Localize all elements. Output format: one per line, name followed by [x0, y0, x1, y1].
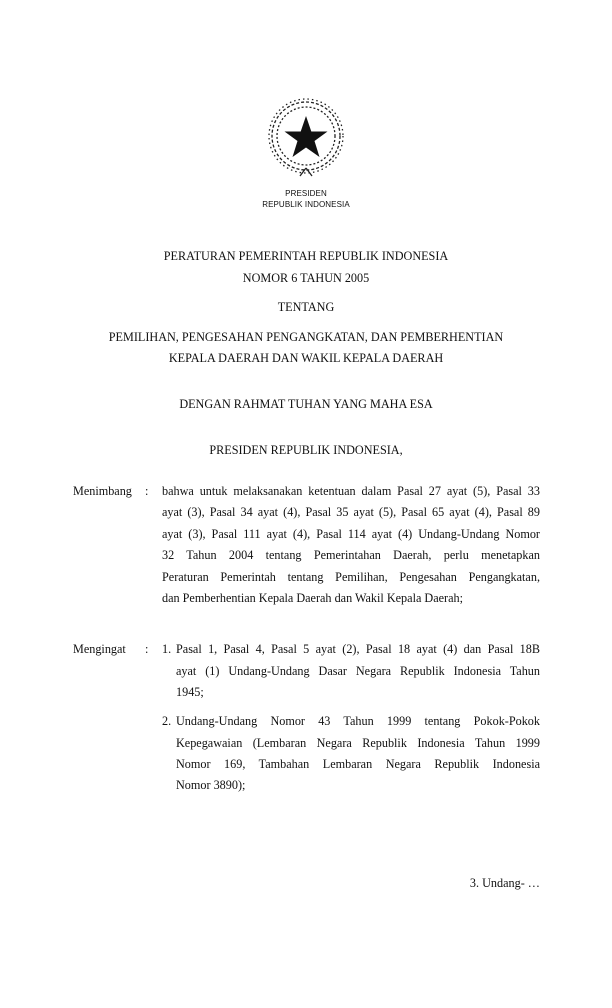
menimbang-line: dan Pemberhentian Kepala Daerah dan Wakil Kepala Daerah;: [162, 591, 463, 605]
mengingat-item-line: Kepegawaian (Lembaran Negara Republik Indonesia Tahun 1999: [176, 736, 540, 750]
menimbang-label: Menimbang: [73, 484, 132, 498]
subject-line-2: KEPALA DAERAH DAN WAKIL KEPALA DAERAH: [168, 351, 444, 365]
menimbang-line: ayat (3), Pasal 34 ayat (4), Pasal 35 ayat (5), Pasal 65 ayat (4), Pasal 89: [162, 505, 540, 519]
menimbang-line: bahwa untuk melaksanakan ketentuan dalam Pasal 27 ayat (5), Pasal 33: [162, 484, 540, 498]
mengingat-item-line: ayat (1) Undang-Undang Dasar Negara Republik Indonesia Tahun: [176, 664, 540, 678]
mengingat-item-number: 2.: [162, 714, 172, 728]
blessing-line: DENGAN RAHMAT TUHAN YANG MAHA ESA: [179, 397, 433, 411]
menimbang-line: ayat (3), Pasal 111 ayat (4), Pasal 114 ayat (4) Undang-Undang Nomor: [162, 527, 540, 541]
mengingat-item-line: Undang-Undang Nomor 43 Tahun 1999 tentang Pokok-Pokok: [176, 714, 540, 728]
mengingat-item-line: Nomor 169, Tambahan Lembaran Negara Republik Indonesia: [176, 757, 540, 771]
regulation-number: NOMOR 6 TAHUN 2005: [242, 271, 370, 285]
subject-line-1: PEMILIHAN, PENGESAHAN PENGANGKATAN, DAN PEMBERHENTIAN: [108, 330, 504, 344]
mengingat-colon: :: [145, 642, 149, 656]
mengingat-item-line: 1945;: [176, 685, 204, 699]
emblem-caption-line2: REPUBLIK INDONESIA: [262, 200, 350, 209]
garuda-presidential-emblem: [266, 96, 346, 180]
about-label: TENTANG: [277, 300, 335, 314]
mengingat-item-line: Pasal 1, Pasal 4, Pasal 5 ayat (2), Pasal 18 ayat (4) dan Pasal 18B: [176, 642, 540, 656]
page-continuation: 3. Undang- …: [469, 876, 540, 890]
menimbang-colon: :: [145, 484, 149, 498]
mengingat-label: Mengingat: [73, 642, 126, 656]
regulation-title: PERATURAN PEMERINTAH REPUBLIK INDONESIA: [163, 249, 449, 263]
mengingat-item-number: 1.: [162, 642, 172, 656]
mengingat-item-line: Nomor 3890);: [176, 778, 246, 792]
menimbang-line: 32 Tahun 2004 tentang Pemerintahan Daerah, perlu menetapkan: [162, 548, 540, 562]
emblem-caption-line1: PRESIDEN: [285, 189, 327, 198]
president-line: PRESIDEN REPUBLIK INDONESIA,: [209, 443, 403, 457]
menimbang-line: Peraturan Pemerintah tentang Pemilihan, Pengesahan Pengangkatan,: [162, 570, 540, 584]
